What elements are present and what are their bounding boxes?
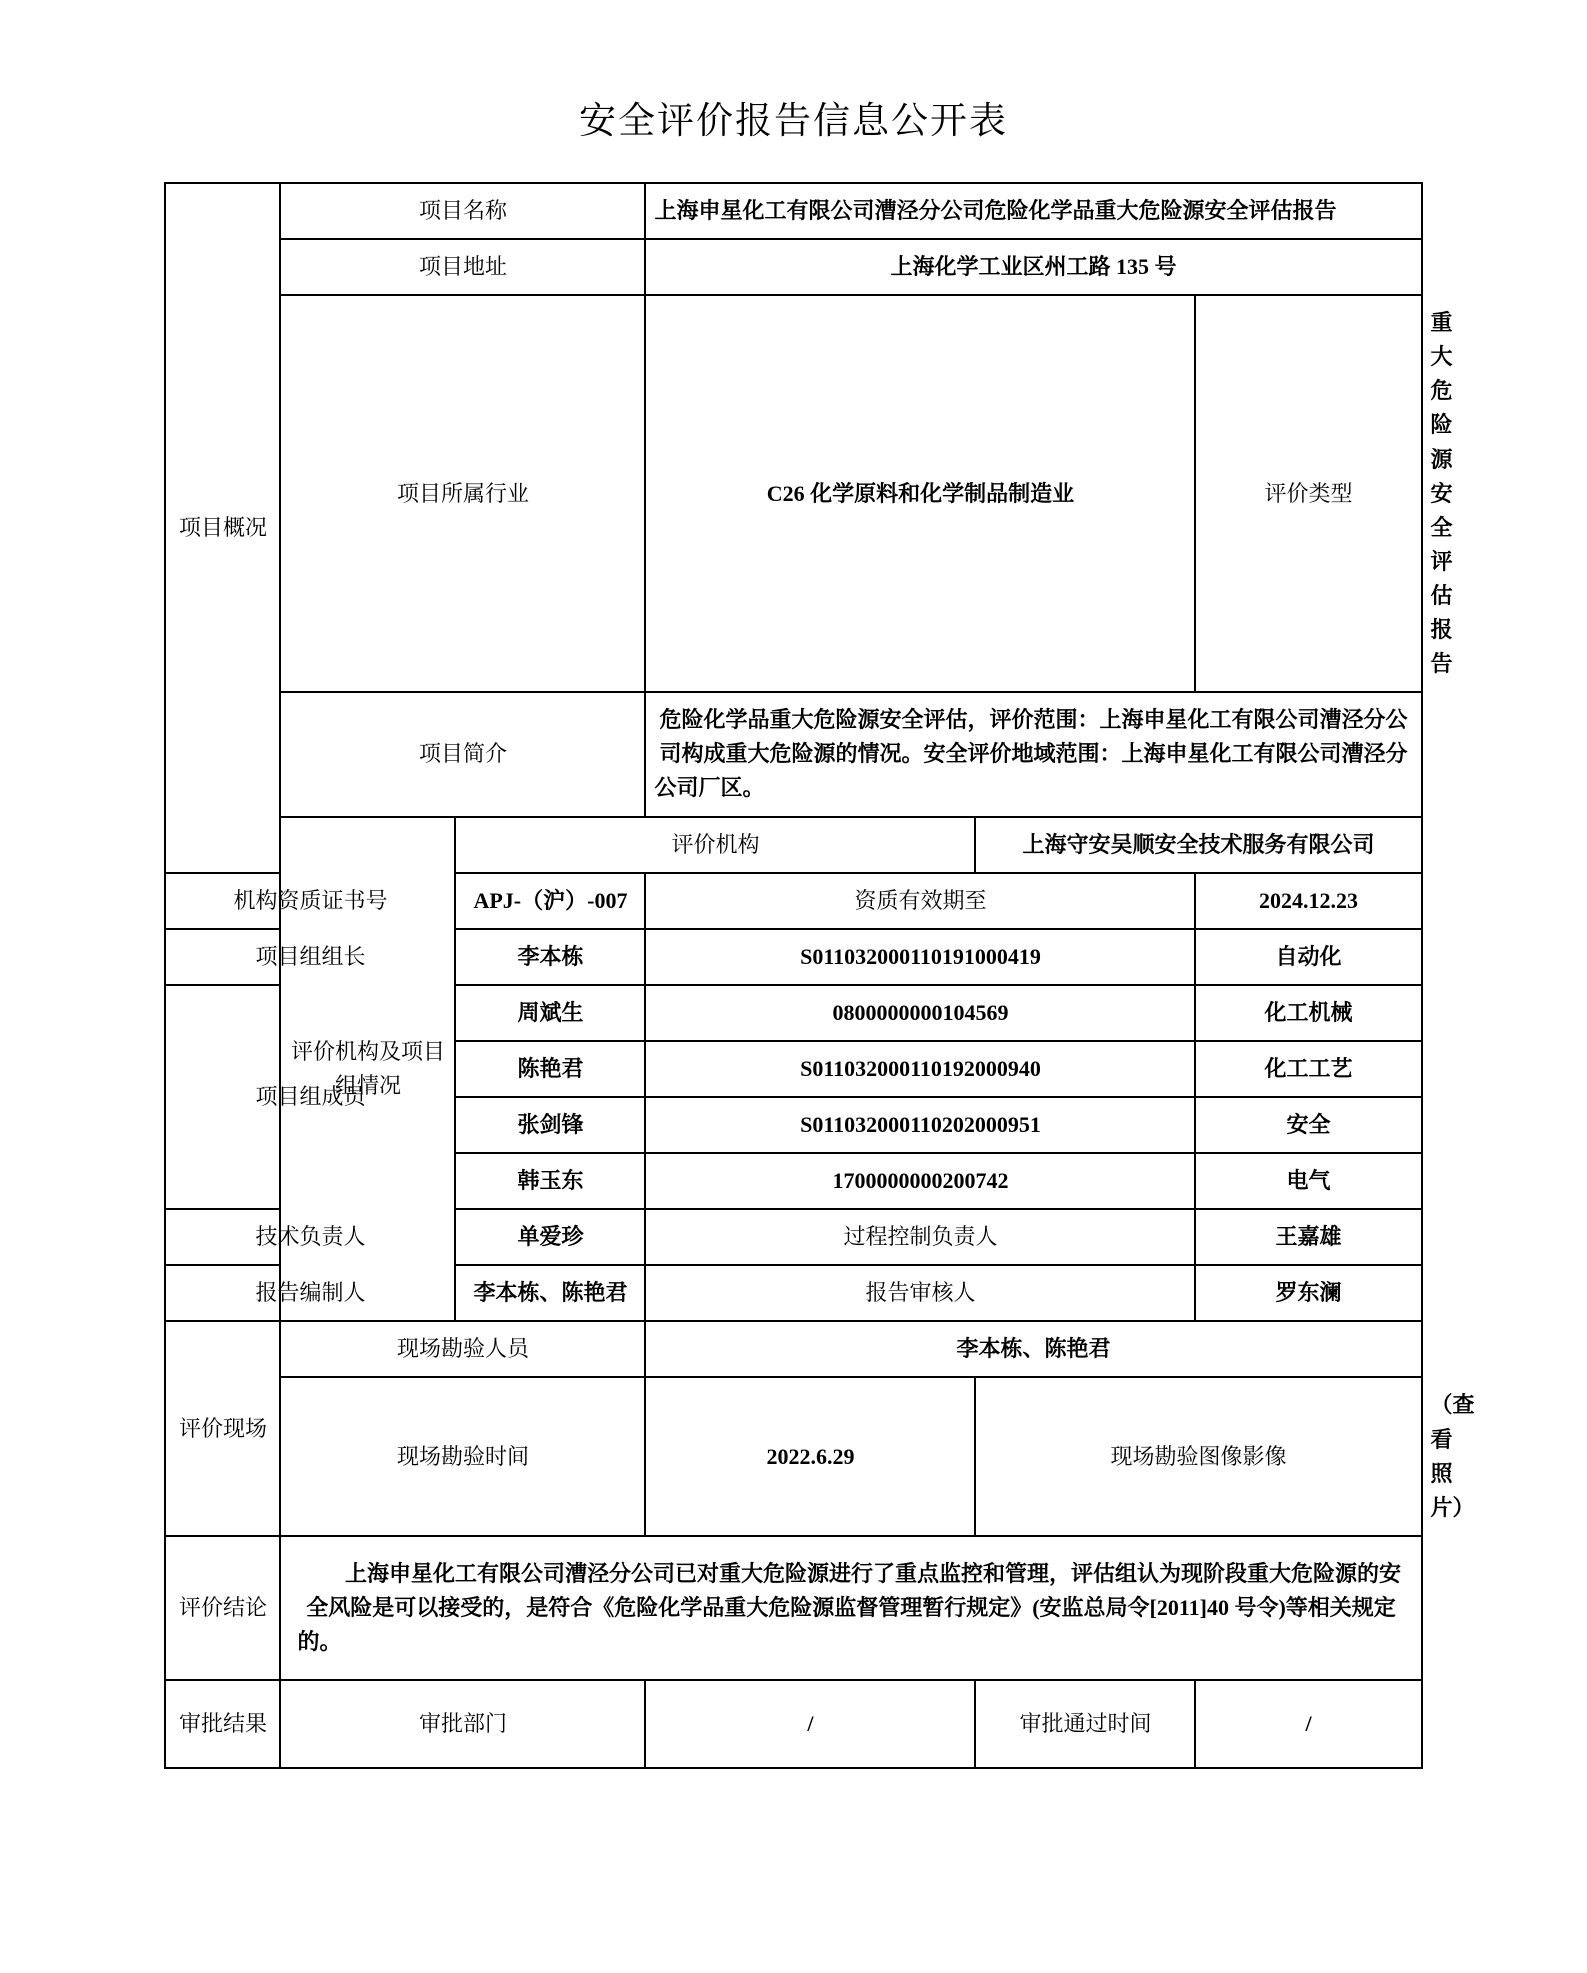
value-team-leader-code: S011032000110191000419 [645,929,1195,985]
value-surveyor: 李本栋、陈艳君 [645,1321,1421,1377]
table-row [165,929,1421,985]
label-agency: 评价机构 [455,817,975,873]
table-row [165,985,1421,1041]
label-project-address: 项目地址 [280,239,645,295]
value-cert-number: APJ-（沪）-007 [455,873,645,929]
table-row [165,1265,1421,1321]
label-survey-time: 现场勘验时间 [280,1377,645,1535]
value-team-leader-field: 自动化 [1195,929,1421,985]
label-project-brief: 项目简介 [280,692,645,816]
value-member-name: 韩玉东 [455,1153,645,1209]
label-cert-valid: 资质有效期至 [645,873,1195,929]
value-member-code: 0800000000104569 [645,985,1195,1041]
section-label-approval: 审批结果 [165,1680,280,1768]
label-survey-image: 现场勘验图像影像 [975,1377,1421,1535]
value-report-reviewer: 罗东澜 [1195,1265,1421,1321]
value-survey-time: 2022.6.29 [645,1377,975,1535]
label-process-lead: 过程控制负责人 [645,1209,1195,1265]
label-report-reviewer: 报告审核人 [645,1265,1195,1321]
value-member-name: 陈艳君 [455,1041,645,1097]
value-cert-valid: 2024.12.23 [1195,873,1421,929]
table-row [165,183,1421,239]
label-tech-lead: 技术负责人 [165,1209,455,1265]
value-member-code: 1700000000200742 [645,1153,1195,1209]
value-industry: C26 化学原料和化学制品制造业 [645,295,1195,692]
value-project-name: 上海申星化工有限公司漕泾分公司危险化学品重大危险源安全评估报告 [645,183,1421,239]
table-row [165,1209,1421,1265]
value-member-field: 电气 [1195,1153,1421,1209]
label-industry: 项目所属行业 [280,295,645,692]
table-row: 现场勘验时间 2022.6.29 现场勘验图像影像 （查看照片） [165,1377,1421,1535]
table-row [165,817,1421,873]
value-member-name: 张剑锋 [455,1097,645,1153]
value-member-code: S011032000110202000951 [645,1097,1195,1153]
table-row [165,1536,1421,1680]
value-member-code: S011032000110192000940 [645,1041,1195,1097]
safety-evaluation-info-table [164,182,1475,1769]
value-process-lead: 王嘉雄 [1195,1209,1421,1265]
value-project-brief: 危险化学品重大危险源安全评估，评价范围：上海申星化工有限公司漕泾分公司构成重大危险源的情况。安全评价地域范围：上海申星化工有限公司漕泾分公司厂区。 [645,692,1421,816]
label-approval-time: 审批通过时间 [975,1680,1195,1768]
value-member-name: 周斌生 [455,985,645,1041]
section-label-conclusion: 评价结论 [165,1536,280,1680]
value-member-field: 化工机械 [1195,985,1421,1041]
label-team-members: 项目组成员 [165,985,455,1209]
table-row [165,873,1421,929]
value-approval-time: / [1195,1680,1421,1768]
value-agency: 上海守安吴顺安全技术服务有限公司 [975,817,1421,873]
value-project-address: 上海化学工业区州工路 135 号 [645,239,1421,295]
page-title: 安全评价报告信息公开表 [579,100,1008,141]
section-label-overview: 项目概况 [165,183,280,873]
value-report-author: 李本栋、陈艳君 [455,1265,645,1321]
table-row [165,1321,1421,1377]
label-team-leader: 项目组组长 [165,929,455,985]
label-report-author: 报告编制人 [165,1265,455,1321]
value-conclusion: 上海申星化工有限公司漕泾分公司已对重大危险源进行了重点监控和管理，评估组认为现阶段重大危险源的安全风险是可以接受的，是符合《危险化学品重大危险源监督管理暂行规定》(安监总局令[2011]40 号令)等相关规定的。 [297,1560,1401,1654]
value-member-field: 化工工艺 [1195,1041,1421,1097]
label-cert-number: 机构资质证书号 [165,873,455,929]
value-team-leader-name: 李本栋 [455,929,645,985]
table-row [165,239,1421,295]
label-approval-dept: 审批部门 [280,1680,645,1768]
section-label-agency: 评价机构及项目组情况 [280,817,455,1322]
table-row [165,1680,1421,1768]
label-project-name: 项目名称 [280,183,645,239]
value-approval-dept: / [645,1680,975,1768]
value-tech-lead: 单爱珍 [455,1209,645,1265]
table-row [165,692,1421,816]
label-eval-type: 评价类型 [1195,295,1421,692]
value-member-field: 安全 [1195,1097,1421,1153]
section-label-site: 评价现场 [165,1321,280,1535]
table-row: 项目所属行业 C26 化学原料和化学制品制造业 评价类型 重大危险源安全评估报告 [165,295,1421,692]
label-surveyor: 现场勘验人员 [280,1321,645,1377]
